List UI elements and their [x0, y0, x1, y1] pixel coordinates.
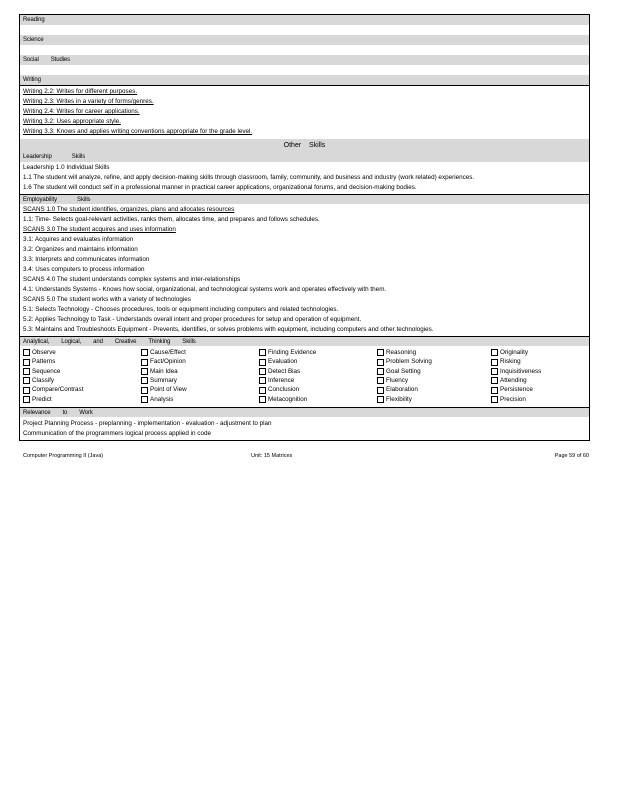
thinking-skill-item — [259, 395, 377, 404]
thinking-skill-label: Fluency — [386, 377, 409, 385]
thinking-skill-item — [377, 367, 491, 376]
checkbox[interactable] — [141, 396, 148, 403]
checkbox[interactable] — [491, 359, 498, 366]
thinking-skill-item — [377, 395, 491, 404]
work-label: Work — [79, 410, 93, 417]
thinking-skill-label: Fact/Opinion — [150, 358, 186, 366]
employability-label: Employability — [23, 197, 58, 203]
leadership-skills-label: Skills — [71, 154, 86, 160]
employability-skills-label: Skills — [77, 197, 91, 203]
writing-link[interactable]: Writing 2.3: Writes in a variety of forms/genres. — [23, 98, 154, 105]
checkbox[interactable] — [491, 396, 498, 403]
checkbox[interactable] — [377, 387, 384, 394]
to-label: to — [62, 410, 68, 417]
leadership-line: Leadership 1.0 Individual Skills — [23, 164, 110, 171]
thinking-skill-label: Problem Solving — [386, 358, 432, 366]
thinking-skill-item — [23, 348, 141, 357]
thinking-skill-label: Elaboration — [386, 386, 418, 394]
thinking-skills-grid — [20, 346, 589, 407]
employability-header — [20, 194, 589, 204]
scans-line: 3.4: Uses computers to process information — [23, 266, 145, 273]
thinking-skill-label: Patterns — [32, 358, 56, 366]
thinking-skill-label: Reasoning — [386, 348, 417, 356]
scans-line: 3.3: Interprets and communicates information — [23, 256, 150, 263]
thinking-skill-label: Metacognition — [268, 395, 308, 403]
thinking-skill-label: Precision — [500, 395, 526, 403]
thinking-skill-item — [491, 386, 591, 395]
scans-line: 3.2: Organizes and maintains information — [23, 246, 138, 253]
thinking-skill-item — [491, 395, 591, 404]
checkbox[interactable] — [141, 377, 148, 384]
checkbox[interactable] — [141, 368, 148, 375]
thinking-skill-label: Inference — [268, 377, 295, 385]
other-skills-banner — [20, 139, 589, 152]
thinking-skill-item — [141, 357, 259, 366]
page-footer — [23, 453, 589, 462]
employability-content — [20, 204, 589, 336]
thinking-skill-label: Goal Setting — [386, 367, 421, 375]
checkbox[interactable] — [259, 387, 266, 394]
analytical-header — [20, 336, 589, 346]
thinking-skill-item — [23, 376, 141, 385]
thinking-skill-item — [491, 357, 591, 366]
thinking-skill-item — [377, 348, 491, 357]
science-header — [20, 35, 589, 45]
and-label: and — [93, 339, 103, 345]
scans-line: 5.2: Applies Technology to Task - Understands overall intent and proper procedures for setup and operation of equipment. — [23, 316, 362, 323]
scans-line: SCANS 3.0 The student acquires and uses information — [23, 226, 176, 233]
thinking-skill-label: Cause/Effect — [150, 348, 186, 356]
checkbox[interactable] — [491, 349, 498, 356]
checkbox[interactable] — [491, 387, 498, 394]
thinking-skill-label: Conclusion — [268, 386, 300, 394]
other-skills-label: Other — [283, 142, 302, 149]
footer-course: Computer Programming II (Java) — [23, 453, 104, 459]
scans-line: SCANS 1.0 The student identifies, organizes, plans and allocates resources — [23, 206, 235, 213]
checkbox[interactable] — [259, 359, 266, 366]
relevance-content — [20, 417, 589, 440]
creative-label: Creative — [114, 339, 137, 345]
leadership-label: Leadership — [23, 154, 52, 160]
checkbox[interactable] — [377, 349, 384, 356]
thinking-skill-item — [491, 367, 591, 376]
scans-line: 5.1: Selects Technology - Chooses procedures, tools or equipment including computers and related technologies. — [23, 306, 339, 313]
reading-label: Reading — [23, 17, 45, 23]
checkbox[interactable] — [259, 396, 266, 403]
scans-line: 4.1: Understands Systems - Knows how social, organizational, and technological systems work and operates effectively with them. — [23, 286, 387, 293]
thinking-skill-label: Attending — [500, 377, 527, 385]
relevance-header — [20, 407, 589, 417]
writing-header — [20, 75, 589, 85]
leadership-line: 1.1 The student will analyze, refine, and apply decision-making skills through classroom, family, community, and business and industry (work related) experiences. — [23, 174, 475, 181]
thinking-skill-label: Risking — [500, 358, 521, 366]
reading-header — [20, 15, 589, 25]
writing-list — [20, 85, 589, 139]
thinking-skill-label: Predict — [32, 395, 52, 403]
thinking-skill-item — [23, 357, 141, 366]
thinking-skill-item — [141, 395, 259, 404]
thinking-label: Thinking — [148, 339, 171, 345]
social-studies-header — [20, 55, 589, 65]
thinking-skill-item — [259, 367, 377, 376]
logical-label: Logical, — [61, 339, 82, 345]
leadership-content — [20, 162, 589, 194]
checkbox[interactable] — [259, 368, 266, 375]
checkbox[interactable] — [23, 349, 30, 356]
scans-line: 1.1: Time- Selects goal-relevant activities, ranks them, allocates time, and prepares and follows schedules. — [23, 216, 320, 223]
skills-label: Skills — [182, 339, 196, 345]
thinking-skill-label: Summary — [150, 377, 177, 385]
social-label: Social — [23, 57, 39, 63]
checkbox[interactable] — [491, 377, 498, 384]
relevance-label: Relevance — [23, 410, 51, 417]
checkbox[interactable] — [23, 396, 30, 403]
checkbox[interactable] — [23, 387, 30, 394]
checkbox[interactable] — [377, 377, 384, 384]
checkbox[interactable] — [141, 387, 148, 394]
relevance-line: Project Planning Process - preplanning - implementation - evaluation - adjustment to plan — [23, 420, 272, 428]
checkbox[interactable] — [377, 396, 384, 403]
thinking-skill-item — [23, 386, 141, 395]
social-studies-content — [20, 65, 589, 75]
thinking-skill-label: Observe — [32, 348, 56, 356]
studies-label: Studies — [50, 57, 71, 63]
analytical-label: Analytical, — [23, 339, 50, 345]
checkbox[interactable] — [23, 377, 30, 384]
thinking-skill-label: Detect Bias — [268, 367, 301, 375]
thinking-skill-label: Main Idea — [150, 367, 178, 375]
writing-link[interactable]: Writing 2.2: Writes for different purposes. — [23, 88, 138, 95]
thinking-skill-label: Point of View — [150, 386, 187, 394]
thinking-skill-item — [377, 376, 491, 385]
thinking-skill-item — [377, 386, 491, 395]
checkbox[interactable] — [141, 359, 148, 366]
writing-label: Writing — [23, 77, 41, 83]
thinking-skill-label: Originality — [500, 348, 528, 356]
thinking-skill-label: Compare/Contrast — [32, 386, 84, 394]
leadership-header — [20, 152, 589, 162]
writing-link[interactable]: Writing 2.4: Writes for career applications. — [23, 108, 140, 115]
checkbox[interactable] — [23, 368, 30, 375]
thinking-skill-label: Inquisitiveness — [500, 367, 542, 375]
thinking-skill-item — [491, 376, 591, 385]
relevance-line: Communication of the programmers logical process applied in code — [23, 430, 211, 438]
thinking-skill-item — [259, 386, 377, 395]
checkbox[interactable] — [259, 377, 266, 384]
checkbox[interactable] — [23, 359, 30, 366]
standards-table — [19, 14, 590, 441]
science-content — [20, 45, 589, 55]
writing-link[interactable]: Writing 3.3: Knows and applies writing conventions appropriate for the grade level. — [23, 128, 253, 135]
thinking-skill-item — [141, 348, 259, 357]
thinking-skill-item — [23, 367, 141, 376]
thinking-skill-label: Flexibility — [386, 395, 412, 403]
thinking-skill-label: Classify — [32, 377, 55, 385]
checkbox[interactable] — [141, 349, 148, 356]
checkbox[interactable] — [491, 368, 498, 375]
thinking-skill-label: Persistence — [500, 386, 533, 394]
thinking-skill-item — [141, 376, 259, 385]
scans-line: 3.1: Acquires and evaluates information — [23, 236, 134, 243]
footer-page-number: Page 59 of 60 — [554, 453, 589, 459]
thinking-skill-item — [141, 367, 259, 376]
scans-line: 5.3: Maintains and Troubleshoots Equipment - Prevents, identifies, or solves problems with equipment, including computers and other technologies. — [23, 326, 434, 333]
science-label: Science — [23, 37, 44, 43]
thinking-skill-item — [23, 395, 141, 404]
thinking-skill-item — [259, 348, 377, 357]
leadership-line: 1.6 The student will conduct self in a professional manner in practical career applications, organizational forums, and decision-making bodies. — [23, 184, 417, 191]
other-skills-label-2: Skills — [308, 142, 326, 149]
checkbox[interactable] — [259, 349, 266, 356]
thinking-skill-item — [259, 376, 377, 385]
thinking-skill-label: Sequence — [32, 367, 61, 375]
footer-unit: Unit: 15 Matrices — [251, 453, 293, 459]
thinking-skill-item — [141, 386, 259, 395]
thinking-skill-item — [491, 348, 591, 357]
thinking-skill-label: Analysis — [150, 395, 174, 403]
scans-line: SCANS 5.0 The student works with a variety of technologies — [23, 296, 191, 303]
thinking-skill-label: Evaluation — [268, 358, 298, 366]
thinking-skill-item — [259, 357, 377, 366]
thinking-skill-item — [377, 357, 491, 366]
checkbox[interactable] — [377, 368, 384, 375]
writing-link[interactable]: Writing 3.2: Uses appropriate style. — [23, 118, 121, 125]
reading-content — [20, 25, 589, 35]
thinking-skill-label: Finding Evidence — [268, 348, 317, 356]
checkbox[interactable] — [377, 359, 384, 366]
scans-line: SCANS 4.0 The student understands complex systems and inter-relationships — [23, 276, 241, 283]
